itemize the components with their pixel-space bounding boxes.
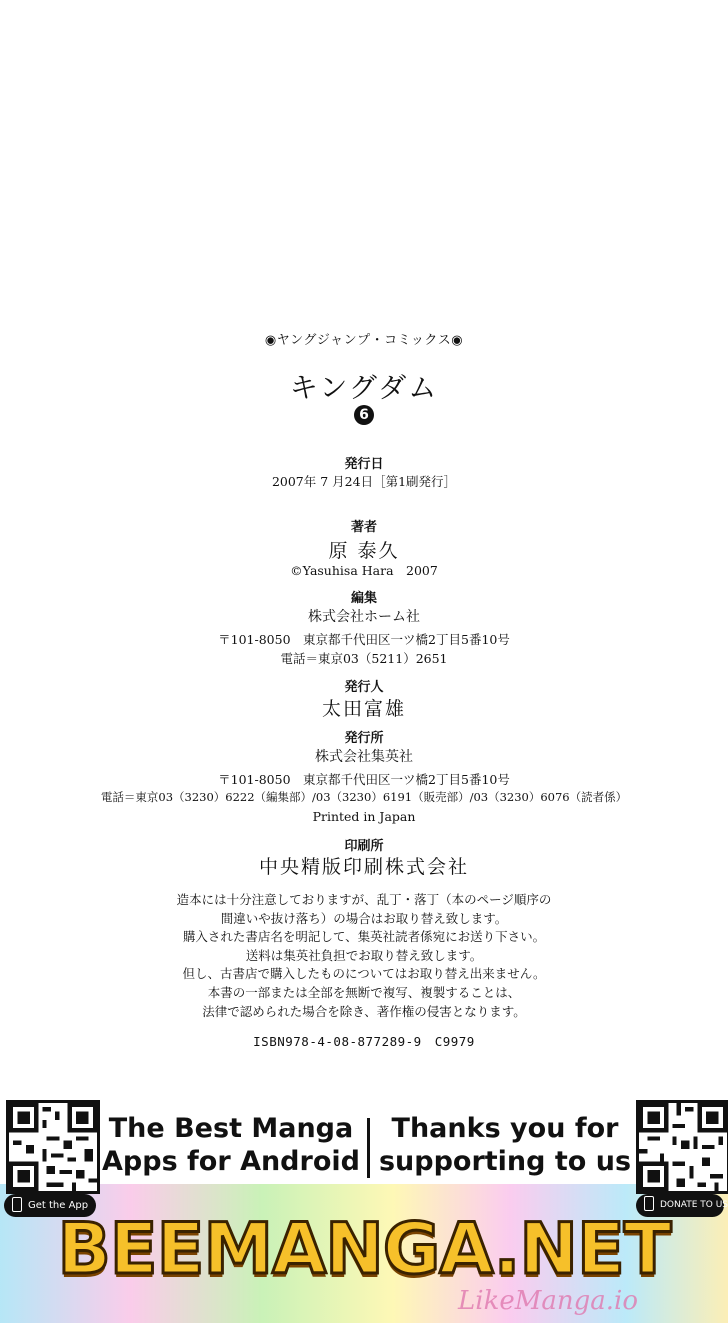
editor-phone: 電話＝東京03（5211）2651 xyxy=(280,651,448,666)
publisher-company: 株式会社集英社 xyxy=(315,749,413,765)
editor-company: 株式会社ホーム社 xyxy=(308,609,420,625)
notice-line: 購入された書店名を明記して、集英社読者係宛にお送り下さい。 xyxy=(182,929,546,945)
author-label: 著者 xyxy=(350,520,377,535)
publisher-person: 太田富雄 xyxy=(321,698,406,720)
notice-line: 但し、古書店で購入したものについてはお取り替え出来ません。 xyxy=(182,966,546,982)
notice-line: 造本には十分注意しておりますが、乱丁・落丁（本のページ順序の xyxy=(176,892,552,907)
printer-label: 印刷所 xyxy=(344,839,384,854)
get-app-label: Get the App xyxy=(28,1200,89,1211)
promo-left-line-1: The Best Manga xyxy=(108,1113,354,1144)
promo-right-line-1: Thanks you for xyxy=(391,1113,619,1144)
publisher-person-label: 発行人 xyxy=(344,680,384,695)
promo-divider xyxy=(367,1118,370,1178)
copyright: ©Yasuhisa Hara 2007 xyxy=(290,563,438,578)
donate-label: DONATE TO US xyxy=(660,1200,728,1210)
volume-number: 6 xyxy=(354,405,374,425)
notice-block xyxy=(0,891,728,1021)
editor-address: 〒101-8050 東京都千代田区一ツ橋2丁目5番10号 xyxy=(218,632,510,647)
publisher-label: 発行所 xyxy=(344,731,384,746)
printed-in: Printed in Japan xyxy=(312,809,416,824)
promo-right-line-2: supporting to us xyxy=(378,1146,632,1177)
publish-date: 2007年 7 月24日［第1刷発行］ xyxy=(271,474,457,489)
promo-right-text xyxy=(376,1112,634,1178)
editor-label: 編集 xyxy=(350,591,377,606)
publisher-address: 〒101-8050 東京都千代田区一ツ橋2丁目5番10号 xyxy=(218,772,510,787)
series-label: ◉ヤングジャンプ・コミックス◉ xyxy=(264,333,464,348)
notice-line: 送料は集英社負担でお取り替え致します。 xyxy=(245,947,483,963)
printer-name: 中央精版印刷株式会社 xyxy=(258,856,469,878)
notice-line: 法律で認められた場合を除き、著作権の侵害となります。 xyxy=(202,1003,526,1019)
publisher-phones: 電話＝東京03（3230）6222（編集部）/03（3230）6191（販売部）/03（3230）6076（読者係） xyxy=(100,790,628,804)
publish-date-label: 発行日 xyxy=(344,457,384,472)
isbn: ISBN978-4-08-877289-9 C9979 xyxy=(253,1034,475,1049)
qr-code-donate[interactable] xyxy=(636,1100,728,1194)
qr-code-app[interactable] xyxy=(6,1100,100,1194)
notice-line: 本書の一部または全部を無断で複写、複製することは、 xyxy=(207,984,521,1000)
promo-left-text xyxy=(100,1112,362,1178)
promo-left-line-2: Apps for Android xyxy=(102,1146,360,1177)
author-name: 原 泰久 xyxy=(328,540,400,562)
watermark: LikeManga.io xyxy=(458,1286,638,1316)
notice-line: 間違いや抜け落ち）の場合はお取り替え致します。 xyxy=(220,910,508,926)
volume-badge xyxy=(0,404,728,425)
book-title: キングダム xyxy=(289,371,439,404)
site-wordmark[interactable]: BEEMANGA.NET xyxy=(57,1208,671,1290)
